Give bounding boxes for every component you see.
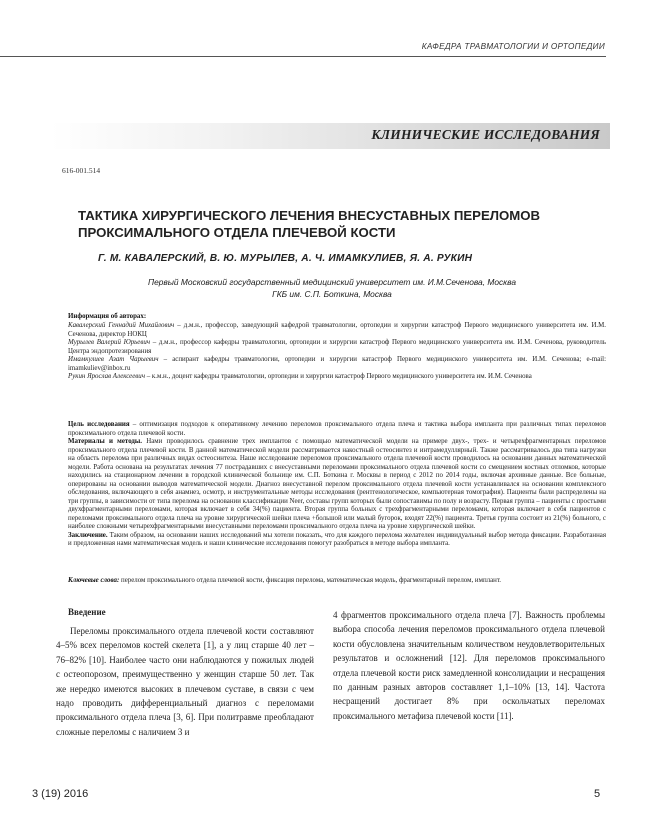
section-title: КЛИНИЧЕСКИЕ ИССЛЕДОВАНИЯ [371,127,600,142]
intro-heading: Введение [68,607,106,617]
abstract-conclusion: Заключение. Таким образом, на основании наших исследований мы хотели показать, что для каждого перелома желателен индивидуальный выбор метода фиксации. Разработанная и предложенная нами математическая модель и наши клинические исследования помогут разобраться в методе выбора импланта. [68,531,606,547]
header-rule [0,56,606,57]
affiliation-line-2: ГКБ им. С.П. Боткина, Москва [272,289,392,299]
author-info-item: Кавалерский Геннадий Михайлович – д.м.н., профессор, заведующий кафедрой травматологии, ортопедии и хирургии катастроф Первого медицинского университета им. И.М. Сеченова, директор НОКЦ [68,322,606,338]
running-head: КАФЕДРА ТРАВМАТОЛОГИИ И ОРТОПЕДИИ [421,42,605,51]
body-paragraph: 4 фрагментов проксимального отдела плеча [7]. Важность проблемы выбора способа лечения переломов проксимального отдела плечевой кости обусловлена значительным количеством неудовлетворительных результатов и осложнений [12]. Для переломов проксимального отдела плечевой кости риск замедленной консолидации и несращения по данным разных авторов составляет 1,1–10% [13, 14]. Частота несращений достигает 8% при оскольчатых переломах проксимального метафиза плечевой кости [11]. [333,610,605,721]
author-info-heading: Информация об авторах: [68,313,147,320]
abstract-methods: Материалы и методы. Нами проводилось сравнение трех имплантов с помощью математической модели на примере двух-, трех- и четырехфрагментарных переломов проксимального отдела плечевой кости. В данной математической модели рассматривается накостный остеосинтез и интрамедуллярный. Также рассматривалось два типа нагрузки на область перелома при различных видах остеосинтеза. Наше исследование переломов проксимального отдела плечевой кости проводилось на основании данных математической модели. Работа основана на результатах лечения 77 пострадавших с внесуставными переломами проксимального отдела плечевой кости со смещением костных отломков, которые находились на стационарном лечении в городской клинической больнице им. С.П. Боткина г. Москвы в период с 2012 по 2014 годы, включая архивные данные. Все больные, оперированы на основании выводов математической модели. Диагноз внесуставной перелом проксимального отдела плечевой кости устанавливался на основании комплексного обследования, включающего в себя анамнез, осмотр, и инструментальные методы исследования (рентгенологическое, компьютерная томография). Пациенты были распределены на три группы, в зависимости от типа перелома на основании классификации Neer, составы групп которых были сопоставимы по полу и возрасту. Первая группа – пациенты с простыми двухфрагментарными переломами, которая включает в себя 34(%) пациента. Вторая группа больных с трехфрагментарными переломами, которая включает в себя пациентов с переломами проксимального отдела плеча на уровне хирургической шейки плеча +большой или малый бугорок, входят 22(%) пациента. Третья группа состоит из 21(%) больного, с наиболее сложными четырехфрагментарными внесуставными переломами проксимального отдела плеча на уровне хирургической шейки. [68,438,606,530]
abstract [68,421,606,549]
page-number: 5 [594,788,601,800]
author-info-item: Рукин Ярослав Алексеевич – к.м.н., доцент кафедры травматологии, ортопедии и хирургии катастроф Первого медицинского университета им. И.М. Сеченова [68,373,532,380]
body-paragraph: Переломы проксимального отдела плечевой кости составляют 4–5% всех переломов костей скелета [1], а у лиц старше 40 лет – 76–82% [10]. Наиболее часто они наблюдаются у пожилых людей с остеопорозом, преимущественно у женщин старше 50 лет. Так же нередко имеются высоких в плечевом суставе, в связи с чем надо проводить дифференциальный диагноз с переломами проксимального отдела плеча [3, 6]. При политравме преобладают сложные переломы с наличием 3 и [56,626,314,737]
author-info-item: Мурылев Валерий Юрьевич – д.м.н., профессор кафедры травматологии, ортопедии и хирургии катастроф Первого медицинского университета им. И.М. Сеченова, руководитель Центра эндопротезирования [68,339,606,355]
issue-number: 3 (19) 2016 [32,788,89,800]
body-column-right [333,608,605,723]
article-title [78,208,598,241]
author-info-item: Имамкулиев Азат Чарыевич – аспирант кафедры травматологии, ортопедии и хирургии катастроф Первого медицинского университета им. И.М. Сеченова; e-mail: imamkuliev@inbox.ru [68,356,606,372]
author-names: Г. М. КАВАЛЕРСКИЙ, В. Ю. МУРЫЛЕВ, А. Ч. ИМАМКУЛИЕВ, Я. А. РУКИН [98,253,473,264]
author-info-list [68,322,606,382]
affiliation-line-1: Первый Московский государственный медицинский университет им. И.М.Сеченова, Москва [148,277,516,287]
affiliation [92,276,572,300]
udc-code: 616-001.514 [62,166,101,175]
abstract-aim: Цель исследования – оптимизация подходов к оперативному лечению переломов проксимального отдела плеча и тактика выбора импланта при различных типах переломов проксимального отдела плечевой кости. [68,421,606,437]
body-column-left [56,624,314,739]
keywords: Ключевые слова: перелом проксимального отдела плечевой кости, фиксация перелома, математическая модель, фрагментарный перелом, имплант. [68,577,502,584]
article-title-line-2: ПРОКСИМАЛЬНОГО ОТДЕЛА ПЛЕЧЕВОЙ КОСТИ [78,224,396,240]
article-title-line-1: ТАКТИКА ХИРУРГИЧЕСКОГО ЛЕЧЕНИЯ ВНЕСУСТАВНЫХ ПЕРЕЛОМОВ [78,208,541,223]
